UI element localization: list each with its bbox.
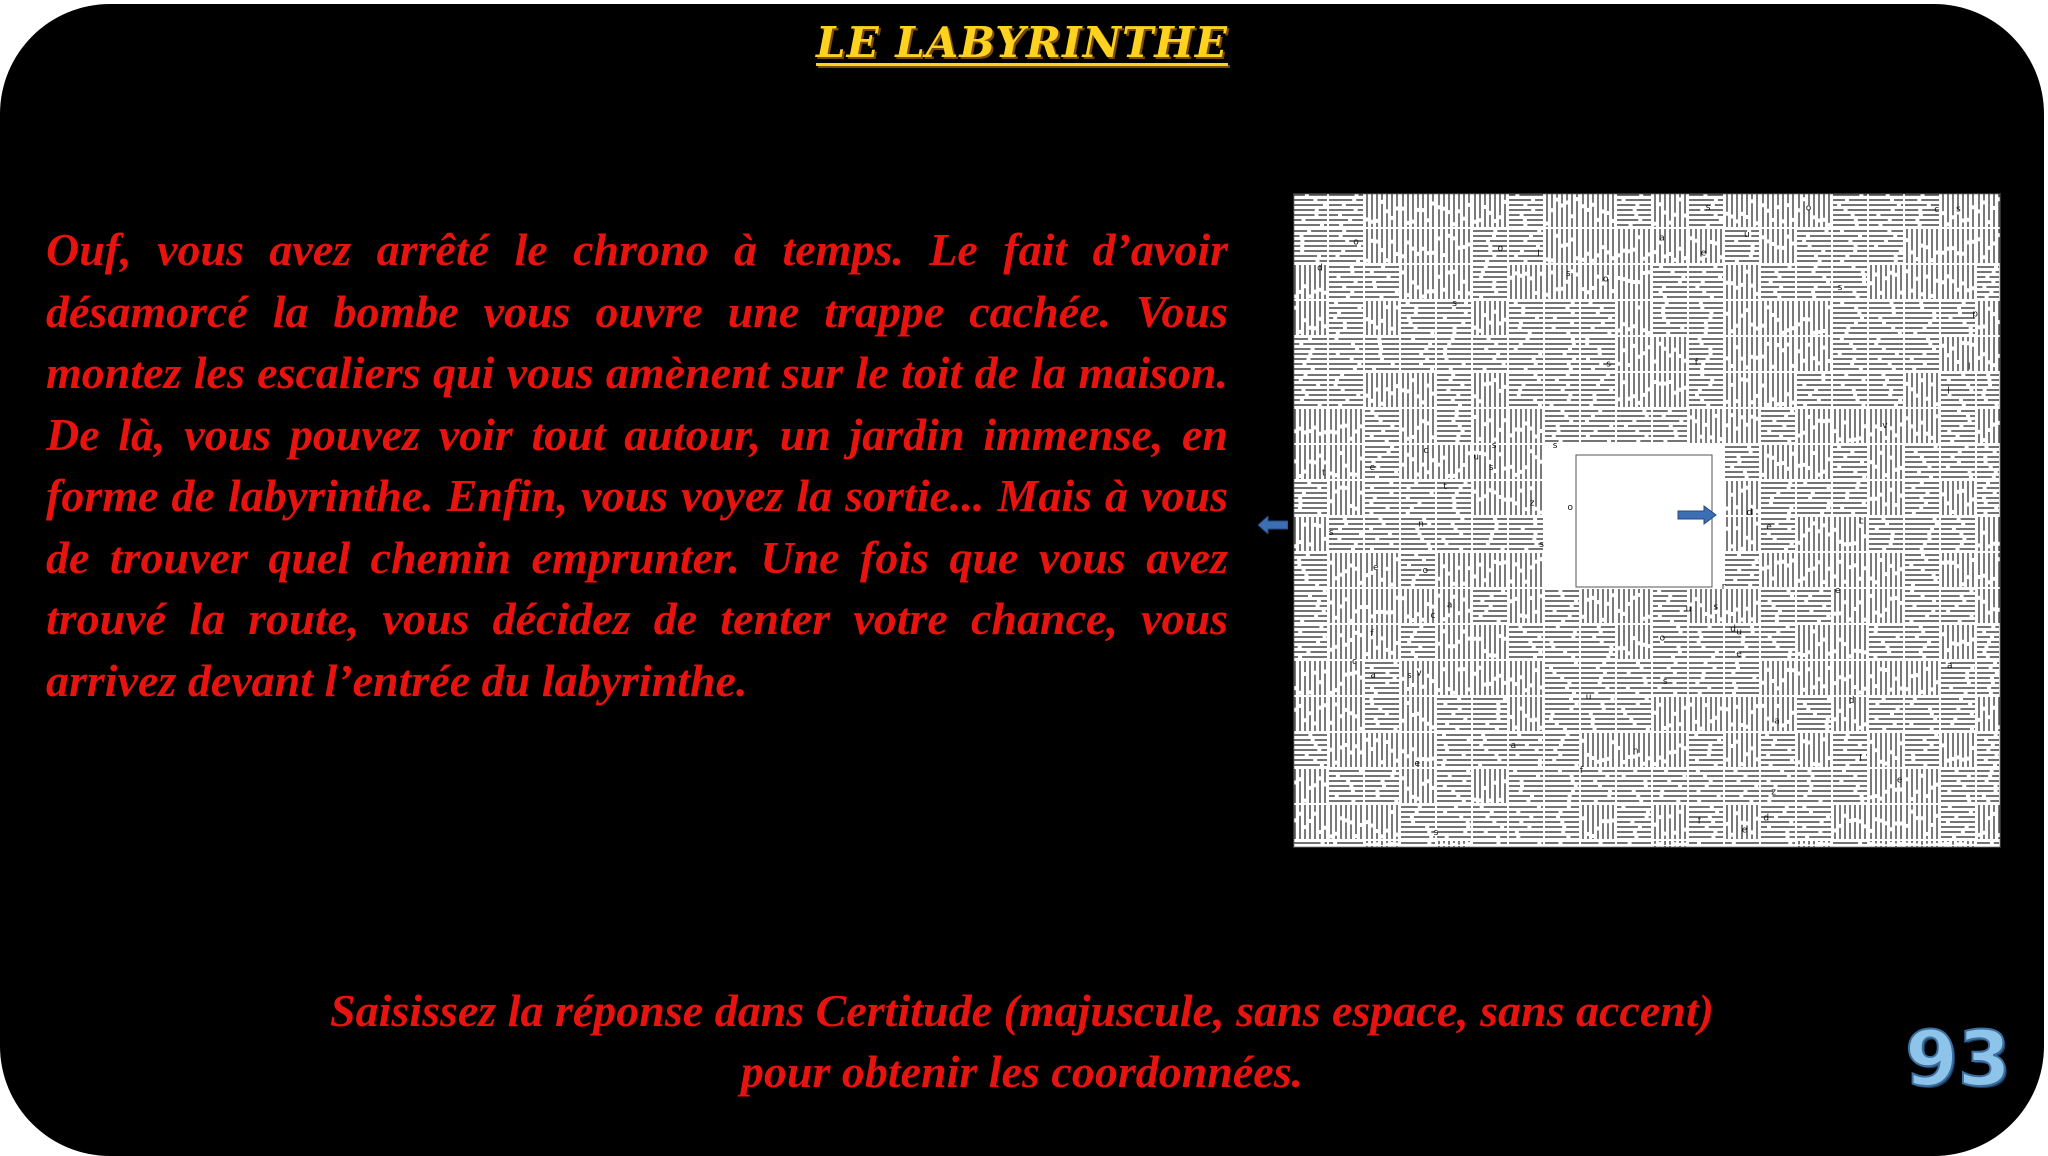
- maze-letter: d: [1730, 624, 1737, 635]
- maze-letter: s: [1433, 828, 1439, 838]
- maze-letter: s: [1488, 463, 1494, 474]
- maze-letter: s: [1662, 676, 1668, 687]
- maze-letter: s: [1837, 283, 1843, 294]
- maze-letter: o: [1353, 237, 1359, 248]
- maze-letter: s: [1452, 299, 1457, 310]
- prompt-line-2: pour obtenir les coordonnées.: [740, 1046, 1304, 1097]
- maze-letter: a: [1947, 660, 1953, 671]
- maze-letter: c: [1423, 446, 1429, 457]
- maze-letter: z: [1771, 787, 1776, 798]
- maze-letter: a: [1774, 716, 1780, 727]
- maze-letter: e: [1766, 522, 1772, 533]
- maze-letter: c: [1352, 657, 1357, 668]
- maze-letter: u: [1585, 692, 1592, 703]
- maze-letter: s: [1328, 528, 1334, 539]
- page-number: 93: [1905, 1014, 2011, 1103]
- maze-letter: e: [1700, 248, 1707, 259]
- prompt-line-1: Saisissez la réponse dans Certitude (majuscule, sans espace, sans accent): [330, 985, 1714, 1036]
- maze-letter: e: [1369, 463, 1376, 474]
- maze-letter: d: [1848, 695, 1855, 706]
- maze-letter: l: [1947, 386, 1950, 397]
- maze-letter: s: [1956, 204, 1961, 215]
- maze-letter: u: [1473, 452, 1479, 463]
- maze-center-box: [1576, 455, 1712, 587]
- maze-letter: v: [1882, 421, 1888, 431]
- maze-letter: r: [1721, 582, 1726, 592]
- maze-letter: f: [1694, 357, 1698, 368]
- maze-letter: l: [1537, 249, 1540, 260]
- maze-letter: s: [1552, 440, 1558, 451]
- maze-letter: f: [1370, 628, 1374, 639]
- maze-letter: s: [1713, 602, 1719, 613]
- maze-letter: u: [1736, 627, 1743, 638]
- maze-letter: a: [1659, 233, 1665, 244]
- maze-letter: d: [1763, 813, 1770, 824]
- maze-letter: d: [1746, 508, 1753, 519]
- maze-letter: e: [1736, 649, 1742, 660]
- maze-letter: c: [1934, 205, 1940, 215]
- maze-letter: o: [1422, 566, 1429, 577]
- maze-letter: o: [1497, 243, 1504, 254]
- maze-letter: f: [1579, 765, 1583, 776]
- answer-prompt: [0, 980, 2044, 1102]
- maze-letter: o: [1805, 203, 1812, 214]
- maze-letter: o: [1567, 503, 1574, 514]
- maze-letter: l: [1968, 362, 1971, 373]
- maze-letter: s: [1539, 540, 1545, 551]
- maze-letter: t: [1443, 481, 1447, 492]
- maze-letter: s: [1705, 203, 1711, 214]
- maze-letter: e: [1835, 586, 1841, 597]
- maze-letter: s: [1491, 441, 1497, 451]
- maze-letter: c: [1430, 611, 1436, 622]
- maze-letter: n: [1418, 519, 1424, 530]
- maze-letter: f: [1697, 816, 1701, 827]
- maze-image: [1293, 193, 2001, 848]
- maze-letter: a: [1446, 600, 1453, 611]
- maze-letter: s: [1606, 359, 1612, 370]
- slide: [0, 4, 2044, 1156]
- story-text: Ouf, vous avez arrêté le chrono à temps. Le fait d’avoir désamorcé la bombe vous ouvre une trappe cachée. Vous montez les escaliers qui vous amènent sur le toit de la maison. De là, vous pouvez voir tout autour, un jardin immense, en forme de labyrinthe. Enfin, vous voyez la sortie... Mais à vous de trouver quel chemin emprunter. Une fois que vous avez trouvé la route, vous décidez de tenter votre chance, vous arrivez devant l’entrée du labyrinthe.: [46, 224, 1228, 706]
- maze-letter: o: [1659, 633, 1666, 644]
- maze-letter: o: [1603, 274, 1609, 285]
- maze-letter: c: [1858, 516, 1864, 527]
- maze-letter: u: [1685, 604, 1692, 615]
- maze-letter: e: [1414, 759, 1421, 770]
- maze-letter: d: [1317, 263, 1323, 274]
- maze-letter: s: [1565, 268, 1571, 279]
- maze-letter: p: [1972, 309, 1979, 320]
- arrow-left-icon: [1258, 516, 1288, 534]
- maze-letter: n: [1632, 746, 1639, 757]
- maze-letter: u: [1744, 230, 1750, 241]
- maze-letter: a: [1370, 670, 1376, 681]
- page-title: LE LABYRINTHE: [816, 18, 1228, 67]
- maze-letter: e: [1896, 775, 1903, 786]
- maze-letter: z: [1529, 498, 1535, 509]
- maze-letter: v: [1416, 668, 1422, 679]
- maze-letter: e: [1373, 562, 1379, 573]
- maze-letter: t: [1322, 468, 1326, 479]
- maze-letter: s: [1407, 671, 1412, 681]
- maze-letter: l: [1859, 754, 1862, 764]
- maze-letter: e: [1741, 825, 1748, 836]
- maze-letter: a: [1510, 741, 1517, 751]
